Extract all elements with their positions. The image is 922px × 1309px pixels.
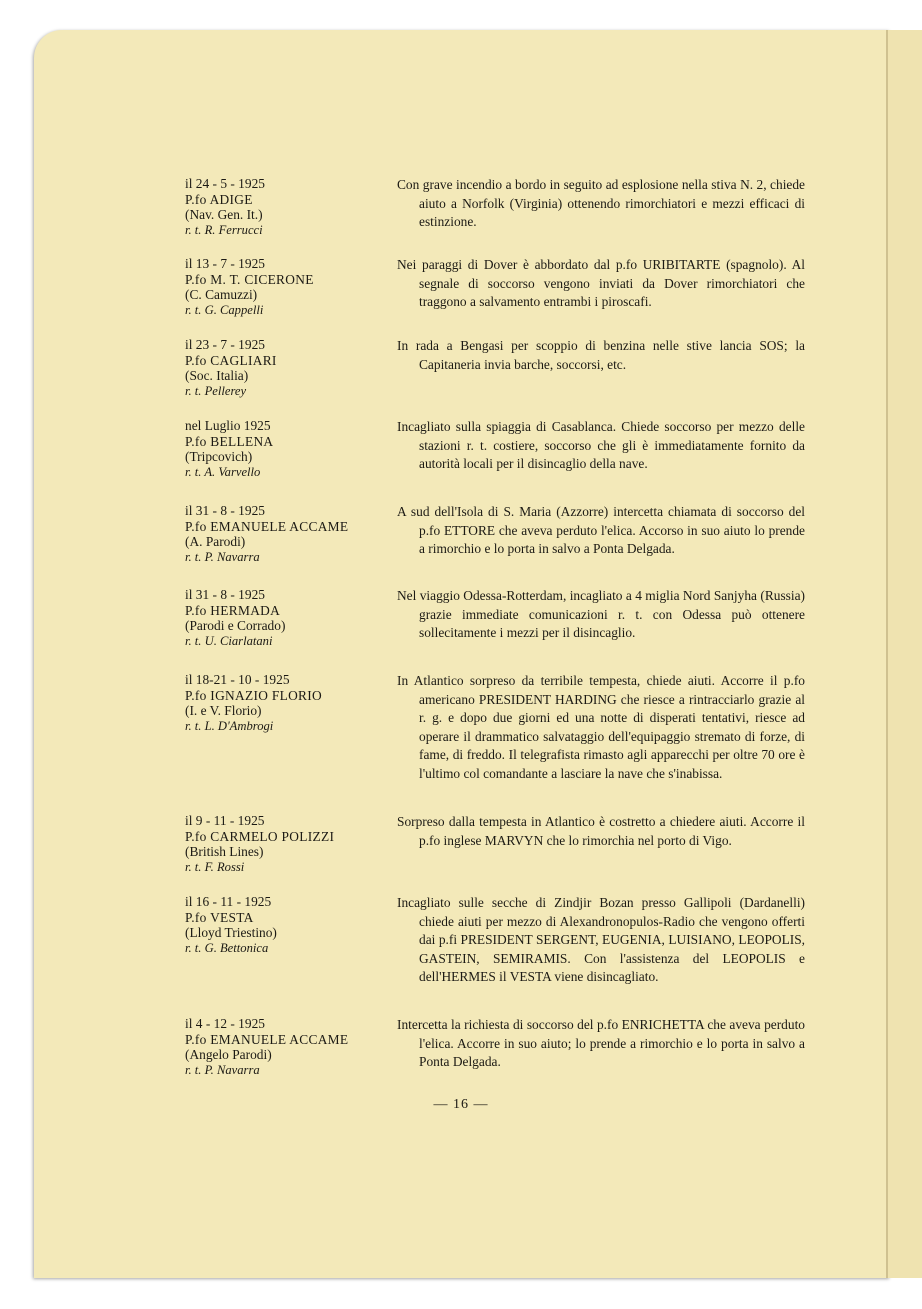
entry-description: Incagliato sulle secche di Zindjir Bozan presso Gallipoli (Dardanelli) chiede aiuti per mezzo di Alexandronopulos-Radio che vengono offerti dai p.fi PRESIDENT SERGENT, EUGENIA, LUISIANO, LEOPOLIS, GASTEIN, SEMIRAMIS. Con l'assistenza del LEOPOLIS e dell'HERMES il VESTA viene disincagliato. (397, 895, 805, 984)
ship-name: P.fo EMANUELE ACCAME (185, 1031, 349, 1047)
entry-date: il 18-21 - 10 - 1925 (185, 672, 290, 687)
radio-operator: r. t. G. Bettonica (185, 940, 269, 955)
ship-owner: (Tripcovich) (185, 449, 253, 464)
entry-date: il 4 - 12 - 1925 (185, 1016, 265, 1031)
ship-name: P.fo EMANUELE ACCAME (185, 518, 349, 534)
ship-owner: (Angelo Parodi) (185, 1047, 272, 1062)
entry-date: il 16 - 11 - 1925 (185, 894, 272, 909)
ship-name: P.fo M. T. CICERONE (185, 271, 314, 287)
page-number: — 16 — (433, 1097, 489, 1112)
radio-operator: r. t. A. Varvello (185, 464, 261, 479)
ship-owner: (Parodi e Corrado) (185, 618, 286, 633)
ship-owner: (British Lines) (185, 844, 264, 859)
ship-owner: (Soc. Italia) (185, 368, 249, 383)
ship-owner: (Nav. Gen. It.) (185, 207, 263, 222)
entry-description: In rada a Bengasi per scoppio di benzina nelle stive lancia SOS; la Capitaneria invia barche, soccorsi, etc. (397, 338, 805, 372)
ship-owner: (I. e V. Florio) (185, 703, 262, 718)
radio-operator: r. t. P. Navarra (185, 549, 260, 564)
entry-meta (185, 176, 390, 238)
ship-name: P.fo CAGLIARI (185, 352, 277, 368)
radio-operator: r. t. R. Ferrucci (185, 222, 263, 237)
ship-name: P.fo IGNAZIO FLORIO (185, 687, 322, 703)
entry-description: Sorpreso dalla tempesta in Atlantico è costretto a chiedere aiuti. Accorre il p.fo inglese MARVYN che lo rimorchia nel porto di Vigo. (397, 814, 805, 848)
radio-operator: r. t. Pellerey (185, 383, 247, 398)
ship-name: P.fo ADIGE (185, 191, 253, 207)
radio-operator: r. t. G. Cappelli (185, 302, 264, 317)
entry-description: In Atlantico sorpreso da terribile tempesta, chiede aiuti. Accorre il p.fo americano PRESIDENT HARDING che riesce a rintracciarlo grazie al r. g. e dopo due giorni ed una notte di disperati tentativi, riesce ad operare il drammatico salvataggio dell'equipaggio stremato di forze, di fame, di freddo. Il telegrafista rimasto agli apparecchi per oltre 70 ore è l'ultimo col comandante a lasciare la nave che s'inabissa. (397, 673, 805, 781)
entry-meta (185, 1016, 390, 1078)
entry-meta (185, 813, 390, 875)
adjacent-page-edge (886, 30, 922, 1278)
ship-owner: (C. Camuzzi) (185, 287, 258, 302)
entry-description: Con grave incendio a bordo in seguito ad esplosione nella stiva N. 2, chiede aiuto a Norfolk (Virginia) ottenendo rimorchiatori e mezzi efficaci di estinzione. (397, 177, 805, 229)
entry-meta (185, 672, 390, 734)
entry-description: Intercetta la richiesta di soccorso del p.fo ENRICHETTA che aveva perduto l'elica. Accorre in suo aiuto; lo prende a rimorchio e lo porta in salvo a Ponta Delgada. (397, 1017, 805, 1069)
entry-date: il 23 - 7 - 1925 (185, 337, 265, 352)
entry-meta (185, 587, 390, 649)
entry-meta (185, 256, 390, 318)
ship-owner: (A. Parodi) (185, 534, 246, 549)
radio-operator: r. t. F. Rossi (185, 859, 245, 874)
entry-date: il 24 - 5 - 1925 (185, 176, 265, 191)
entry-description: Incagliato sulla spiaggia di Casablanca. Chiede soccorso per mezzo delle stazioni r. t. costiere, soccorso che gli è immediatamente fornito da autorità locali per il disincaglio della nave. (397, 419, 805, 471)
radio-operator: r. t. U. Ciarlatani (185, 633, 273, 648)
ship-name: P.fo VESTA (185, 909, 254, 925)
entry-description: Nel viaggio Odessa-Rotterdam, incagliato a 4 miglia Nord Sanjyha (Russia) grazie immediate comunicazioni r. t. con Odessa può ottenere sollecitamente i mezzi per il disincaglio. (397, 588, 805, 640)
entry-date: il 31 - 8 - 1925 (185, 503, 265, 518)
entry-meta (185, 418, 390, 480)
entry-date: il 9 - 11 - 1925 (185, 813, 265, 828)
entry-description: Nei paraggi di Dover è abbordato dal p.fo URIBITARTE (spagnolo). Al segnale di soccorso vengono inviati da Dover rimorchiatori che traggono a salvamento entrambi i piroscafi. (397, 257, 805, 309)
ship-owner: (Lloyd Triestino) (185, 925, 277, 940)
ship-name: P.fo CARMELO POLIZZI (185, 828, 335, 844)
entry-date: il 13 - 7 - 1925 (185, 256, 265, 271)
entry-meta (185, 503, 390, 565)
entry-meta (185, 894, 390, 956)
ship-name: P.fo HERMADA (185, 602, 281, 618)
entry-description: A sud dell'Isola di S. Maria (Azzorre) intercetta chiamata di soccorso del p.fo ETTORE che aveva perduto l'elica. Accorso in suo aiuto lo prende a rimorchio e lo porta in salvo a Ponta Delgada. (397, 504, 805, 556)
radio-operator: r. t. P. Navarra (185, 1062, 260, 1077)
entry-date: il 31 - 8 - 1925 (185, 587, 265, 602)
radio-operator: r. t. L. D'Ambrogi (185, 718, 274, 733)
ship-name: P.fo BELLENA (185, 433, 274, 449)
entry-date: nel Luglio 1925 (185, 418, 271, 433)
entry-meta (185, 337, 390, 399)
